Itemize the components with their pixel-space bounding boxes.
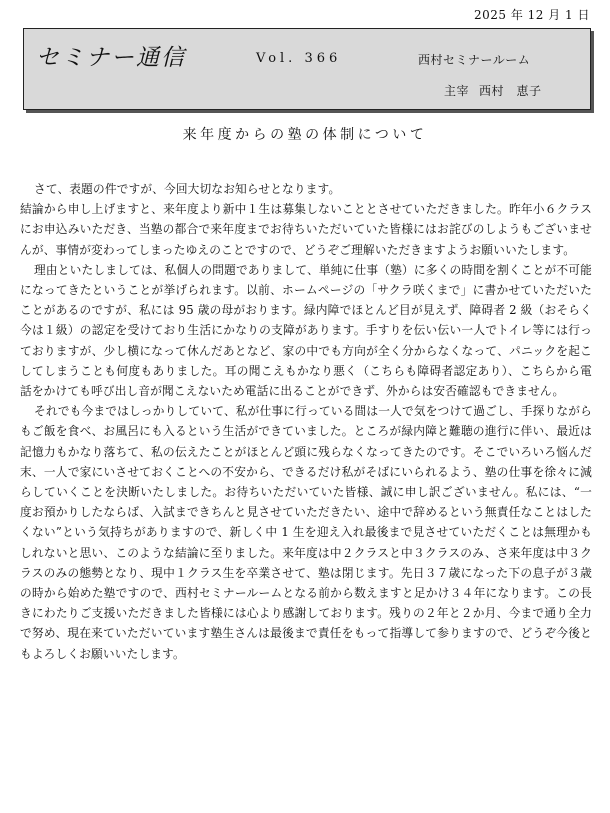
newsletter-masthead: セミナー通信 bbox=[36, 45, 186, 71]
article-title: 来年度からの塾の体制について bbox=[182, 127, 428, 143]
issue-date: 2025 年 12 月 1 日 bbox=[473, 8, 590, 22]
paragraph-intro: さて、表題の件ですが、今回大切なお知らせとなります。 bbox=[34, 182, 341, 196]
paragraph-reason: 理由といたしましては、私個人の問題でありまして、単純に仕事（塾）に多くの時間を割くことが不可能になってきたということが挙げられます。以前、ホームページの「サクラ咲くまで」に書かせていただいたことがあるのですが、私には 95 歳の母がおります。緑内障でほとんど目が見えず、障碍者 2 級（おそらく今は１級）の認定を受けており生活にかなりの支障があります。手すりを伝い伝い一人でトイレ等には行っておりますが、少し横になって休んだあとなど、家の中でも方向が全く分からなくなって、パニックを起こしてしまうことも何度もありました。耳の聞こえもかなり悪く（こちらも障碍者認定あり）、こちらから電話をかけても呼び出し音が聞こえないため電話に出ることができず、外からは安否確認もできません。 bbox=[20, 262, 592, 399]
article-body bbox=[20, 179, 592, 664]
editor-line bbox=[444, 82, 552, 99]
volume-number: Vol. 366 bbox=[256, 51, 342, 66]
editor-role: 主宰 bbox=[444, 84, 470, 98]
paragraph-conclusion: 結論から申し上げますと、来年度より新中１生は募集しないこととさせていただきました。昨年小６クラスにお申込みいただき、当塾の都合で来年度までお待ちいただいていた皆様にはお詫びのしようもございませんが、事情が変わってしまったゆえのことですので、どうぞご理解いただきますようお願いいたします。 bbox=[20, 202, 592, 257]
organization-name: 西村セミナールーム bbox=[418, 53, 531, 67]
editor-name: 西村 恵子 bbox=[479, 84, 542, 98]
newsletter-header bbox=[23, 28, 591, 110]
paragraph-decision: それでも今まではしっかりしていて、私が仕事に行っている間は一人で気をつけて過ごし、手探りながらもご飯を食べ、お風呂にも入るという生活ができていました。ところが緑内障と難聴の進行に伴い、最近は記憶力もかなり落ちて、私の伝えたことがほとんど頭に残らなくなってきたのです。そこでいろいろ悩んだ末、一人で家にいさせておくことへの不安から、できるだけ私がそばにいられるよう、塾の仕事を徐々に減らしていくことを決断いたしました。お待ちいただいていた皆様、誠に申し訳ございません。私には、“一度お預かりしたならば、入試まできちんと見させていただきたい、途中で辞めるという無責任なことはしたくない”という気持ちがありますので、新しく中 1 生を迎え入れ最後まで見させていただくことは無理かもしれないと思い、このような結論に至りました。来年度は中２クラスと中３クラスのみ、さ来年度は中３クラスのみの態勢となり、現中１クラス生を卒業させて、塾は閉じます。先日３７歳になった下の息子が３歳の時から始めた塾ですので、西村セミナールームとなる前から数えますと足かけ３４年になります。この長きにわたりご支援いただきました皆様には心より感謝しております。残りの２年と２か月、今まで通り全力で努め、現在来ていただいています塾生さんは最後まで責任をもって指導して参りますので、どうぞ今後ともよろしくお願いいたします。 bbox=[20, 404, 592, 661]
